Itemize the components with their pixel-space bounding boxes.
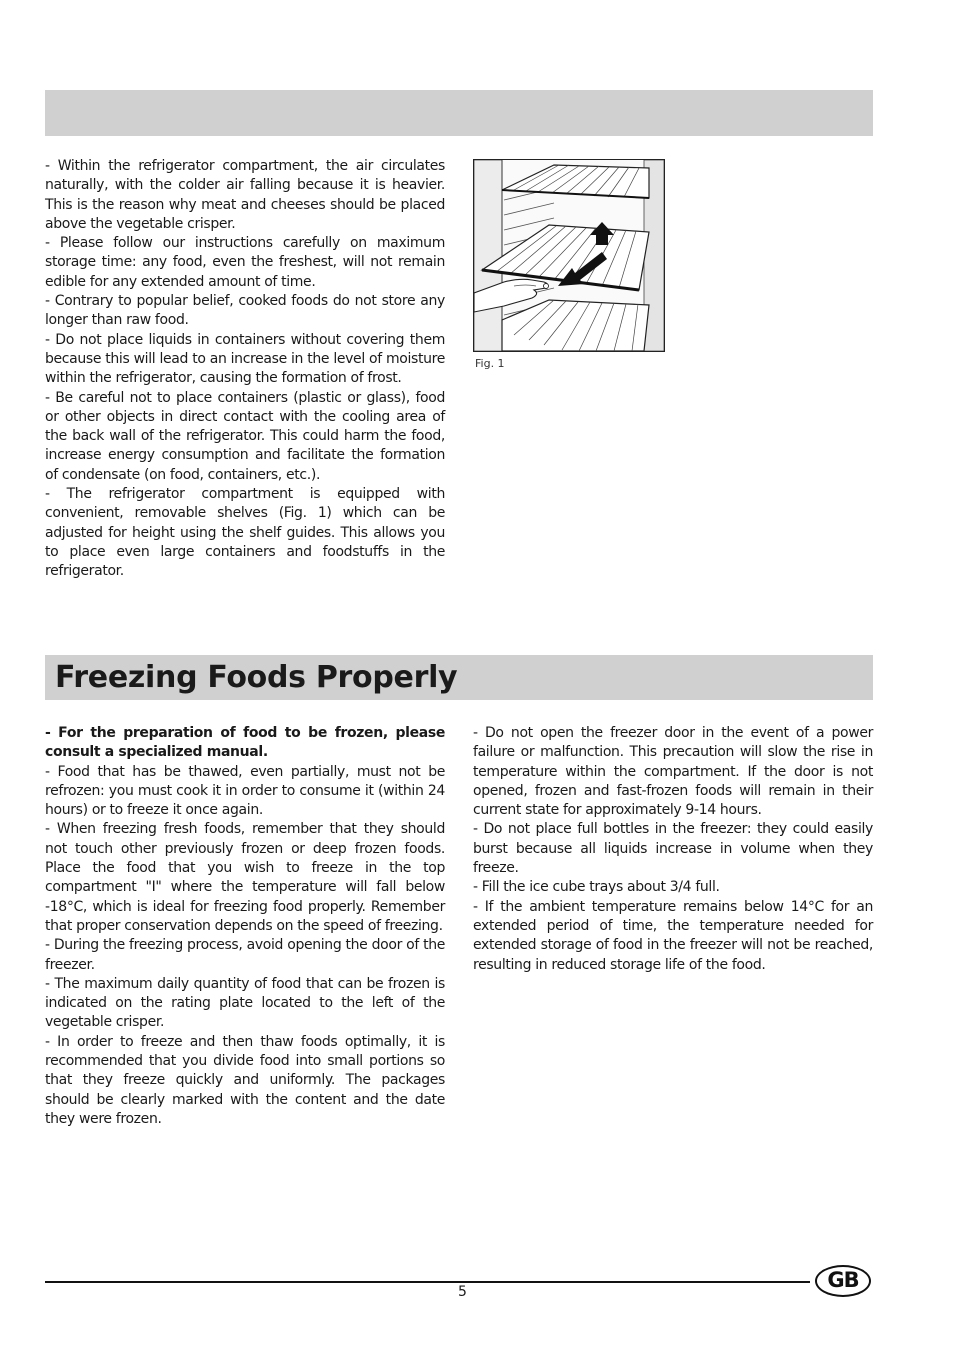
paragraph: - Do not open the freezer door in the event of a power failure or malfunction. This precaution will slow the rise in temperature within the compartment. If the door is not opened, frozen and fast-frozen foods will remain in their current state for approximately 9-14 hours. [473, 725, 873, 819]
paragraph: - The refrigerator compartment is equipped with convenient, removable shelves (Fig. 1) which can be adjusted for height using the shelf guides. This allows you to place even large containers and foodstuffs in the refrigerator. [45, 486, 445, 580]
refrigerator-shelf-illustration [473, 159, 665, 352]
paragraph: - Within the refrigerator compartment, the air circulates naturally, with the colder air falling because it is heavier. This is the reason why meat and cheeses should be placed above the vegetable crisper. [45, 158, 445, 232]
country-badge: GB [815, 1265, 871, 1297]
section-title: Freezing Foods Properly [55, 660, 458, 695]
paragraph: - Contrary to popular belief, cooked foods do not store any longer than raw food. [45, 293, 445, 329]
paragraph: - During the freezing process, avoid opening the door of the freezer. [45, 937, 445, 973]
paragraph: - The maximum daily quantity of food that can be frozen is indicated on the rating plate located to the left of the vegetable crisper. [45, 975, 445, 1031]
page-number: 5 [458, 1284, 467, 1300]
freezing-right-column [473, 724, 873, 975]
figure-caption: Fig. 1 [475, 357, 505, 370]
intro-note: - For the preparation of food to be frozen, please consult a specialized manual. [45, 725, 445, 761]
paragraph: - Be careful not to place containers (plastic or glass), food or other objects in direct contact with the cooling area of the back wall of the refrigerator. This could harm the food, increase energy consumption and facilitate the formation of condensate (on food, containers, etc.). [45, 389, 445, 483]
paragraph: - In order to freeze and then thaw foods optimally, it is recommended that you divide food into small portions so that they freeze quickly and uniformly. The packages should be clearly marked with the content and the date they were frozen. [45, 1033, 445, 1127]
refrigerator-tips-column [45, 157, 445, 582]
section-header-band [45, 655, 873, 700]
paragraph: - Please follow our instructions carefully on maximum storage time: any food, even the freshest, will not remain edible for any extended amount of time. [45, 235, 445, 290]
paragraph: - Do not place full bottles in the freezer: they could easily burst because all liquids increase in volume when they freeze. [473, 821, 873, 877]
paragraph: - Fill the ice cube trays about 3/4 full. [473, 879, 720, 896]
top-header-band [45, 90, 873, 136]
paragraph: - Do not place liquids in containers without covering them because this will lead to an increase in the level of moisture within the refrigerator, causing the formation of frost. [45, 331, 445, 387]
paragraph: - Food that has be thawed, even partially, must not be refrozen: you must cook it in order to consume it (within 24 hours) or to freeze it once again. [45, 763, 445, 819]
paragraph: - When freezing fresh foods, remember that they should not touch other previously frozen or deep frozen foods. Place the food that you wish to freeze in the top compartment "I" where the temperature will fall below -18°C, which is ideal for freezing food properly. Remember that proper conservation depends on the speed of freezing. [45, 821, 445, 934]
freezing-left-column [45, 724, 445, 1129]
paragraph: - If the ambient temperature remains below 14°C for an extended period of time, the temperature needed for extended storage of food in the freezer will not be reached, resulting in reduced storage life of the food. [473, 898, 873, 973]
footer-divider [45, 1281, 810, 1283]
